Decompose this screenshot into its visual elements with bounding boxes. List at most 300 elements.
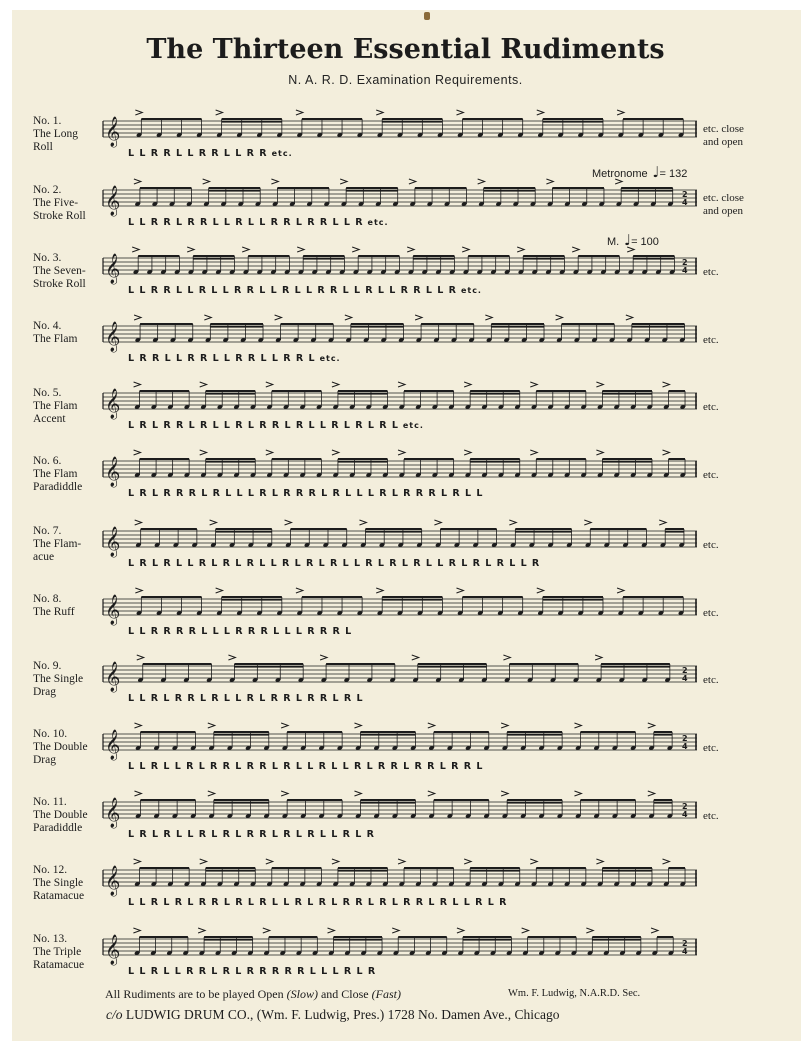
rudiment-label: [33, 252, 113, 291]
note-beam-secondary: [592, 939, 641, 941]
note-beam: [509, 663, 578, 665]
sticking-etc: etc.: [460, 286, 482, 295]
note-beam: [140, 867, 190, 869]
sticking-etc: etc.: [271, 149, 293, 158]
etc-note-line: etc. close: [703, 123, 744, 135]
note-beam-secondary: [484, 190, 536, 192]
clef-symbol: 𝄞: [105, 798, 121, 828]
sticking-line: [128, 285, 482, 296]
note-beam: [623, 118, 683, 120]
rudiment-label-line: No. 13.: [33, 933, 68, 945]
note-beam: [287, 799, 342, 801]
note-beam: [269, 936, 318, 938]
tempo-marking: [592, 163, 687, 181]
etc-note: [703, 742, 719, 755]
etc-note-line: and open: [703, 136, 744, 148]
note-beam-secondary: [654, 734, 672, 736]
clef-symbol: 𝄞: [105, 389, 121, 419]
note-beam-secondary: [222, 599, 282, 601]
sticking-letters: L R L R L L R L R L R R L R L R L L R L R: [128, 829, 375, 840]
rudiment-label-line: No. 6.: [33, 455, 62, 467]
note-beam: [338, 390, 388, 392]
note-beam: [193, 255, 234, 257]
etc-note-line: etc.: [703, 674, 719, 686]
note-beam: [140, 323, 193, 325]
note-beam: [143, 663, 212, 665]
etc-note-line: and open: [703, 205, 744, 217]
tempo-prefix: M.: [607, 236, 620, 248]
time-signature-bottom: 4: [682, 266, 688, 275]
clef-symbol: 𝄞: [105, 662, 121, 692]
note-beam: [415, 187, 467, 189]
rudiment-label: [33, 320, 113, 346]
rudiment-label-line: The Long: [33, 128, 79, 140]
sticking-etc: etc.: [367, 218, 389, 227]
rudiment-label: [33, 660, 113, 699]
sticking-line: [128, 353, 341, 364]
note-beam: [141, 528, 197, 530]
time-signature-bottom: 4: [682, 810, 688, 819]
clef-symbol: 𝄞: [105, 730, 121, 760]
note-beam-secondary: [206, 393, 256, 395]
note-beam: [338, 458, 388, 460]
tack-mark: [424, 12, 430, 20]
note-beam: [272, 390, 322, 392]
rudiment-label-line: No. 9.: [33, 660, 62, 672]
note-beam: [507, 799, 562, 801]
sticking-letters: L R L R R L R L L R L R R L R L L R L R L R L: [128, 420, 399, 431]
note-beam: [216, 528, 272, 530]
note-beam-secondary: [365, 531, 421, 533]
rudiment-label-line: The Triple: [33, 946, 82, 958]
note-beam: [302, 118, 362, 120]
note-beam: [140, 731, 195, 733]
note-beam-secondary: [491, 326, 544, 328]
note-beam: [209, 187, 261, 189]
note-beam: [536, 390, 586, 392]
etc-note-line: etc.: [703, 334, 719, 346]
rudiment-label-line: No. 4.: [33, 320, 62, 332]
note-beam-secondary: [543, 599, 603, 601]
etc-note: [703, 607, 719, 620]
note-beam: [360, 731, 415, 733]
sticking-letters: L R L R L L R L R L R L L R L R L R L L R L R L R L L R L R L R L L R: [128, 558, 541, 569]
rudiment-label-line: The Single: [33, 673, 84, 685]
note-beam: [669, 867, 686, 869]
footer-note-slow: (Slow): [286, 987, 318, 1001]
note-beam-secondary: [222, 121, 282, 123]
note-beam: [602, 458, 652, 460]
sticking-line: [128, 558, 540, 569]
etc-note-line: etc.: [703, 539, 719, 551]
note-beam-secondary: [601, 666, 670, 668]
note-beam: [434, 799, 489, 801]
etc-note-line: etc.: [703, 607, 719, 619]
note-beam: [413, 255, 454, 257]
note-beam: [222, 596, 282, 598]
quarter-note-icon: ♩: [647, 163, 660, 181]
clef-symbol: 𝄞: [105, 117, 121, 147]
note-beam: [140, 799, 195, 801]
etc-note: [703, 192, 744, 218]
note-beam: [421, 323, 474, 325]
note-beam: [404, 458, 454, 460]
note-beam: [303, 255, 344, 257]
note-beam: [404, 867, 454, 869]
note-beam: [418, 663, 487, 665]
etc-note-line: etc.: [703, 742, 719, 754]
sticking-letters: L R R L L R R L L R R L L R R L: [128, 353, 316, 364]
note-beam: [491, 323, 544, 325]
note-beam: [536, 458, 586, 460]
note-beam-secondary: [665, 531, 684, 533]
note-beam-secondary: [303, 258, 344, 260]
note-beam: [346, 187, 398, 189]
rudiment-label-line: The Double: [33, 809, 88, 821]
note-beam: [632, 323, 685, 325]
note-beam: [507, 731, 562, 733]
note-beam: [277, 187, 329, 189]
note-beam: [210, 323, 263, 325]
etc-note-line: etc.: [703, 401, 719, 413]
note-beam-secondary: [621, 190, 673, 192]
note-beam: [462, 118, 522, 120]
rudiment-label-line: Roll: [33, 141, 53, 153]
rudiment-label-line: The Flam: [33, 333, 78, 345]
footer-note-a: All Rudiments are to be played Open: [105, 987, 287, 1001]
sticking-line: [128, 488, 483, 499]
note-beam-secondary: [338, 393, 388, 395]
rudiment-label-line: No. 12.: [33, 864, 68, 876]
time-signature-bottom: 4: [682, 674, 688, 683]
note-beam-secondary: [633, 258, 674, 260]
sticking-line: [128, 693, 364, 704]
note-beam: [302, 596, 362, 598]
note-beam: [623, 596, 683, 598]
note-beam: [222, 118, 282, 120]
note-beam: [484, 187, 536, 189]
rudiment-label-line: The Five-: [33, 197, 79, 209]
note-beam: [206, 867, 256, 869]
note-beam: [543, 118, 603, 120]
note-beam: [580, 799, 635, 801]
time-signature-bottom: 4: [682, 742, 688, 751]
note-beam: [523, 255, 564, 257]
etc-note: [703, 123, 744, 149]
note-beam: [138, 255, 179, 257]
note-beam-secondary: [463, 939, 512, 941]
note-beam: [462, 596, 522, 598]
time-signature-top: 2: [682, 258, 688, 267]
note-beam-secondary: [470, 870, 520, 872]
note-beam: [326, 663, 395, 665]
footer-note-b: and Close: [317, 987, 372, 1001]
time-signature-bottom: 4: [682, 947, 688, 956]
rudiment-label-line: The Double: [33, 741, 88, 753]
note-beam: [338, 867, 388, 869]
rudiment-label: [33, 796, 113, 835]
rudiment-label-line: No. 10.: [33, 728, 68, 740]
note-beam: [654, 799, 672, 801]
sticking-letters: L L R L L R R L R L R R R R R L L L R L R: [128, 966, 377, 977]
rudiment-label-line: No. 2.: [33, 184, 62, 196]
sticking-line: [128, 420, 424, 431]
note-beam: [140, 187, 192, 189]
rudiment-label-line: Paradiddle: [33, 481, 83, 493]
clef-symbol: 𝄞: [105, 595, 121, 625]
etc-note: [703, 810, 719, 823]
rudiment-label-line: No. 3.: [33, 252, 62, 264]
note-beam-secondary: [334, 939, 383, 941]
footer-note: [105, 987, 401, 1002]
note-beam: [470, 390, 520, 392]
note-beam-secondary: [214, 734, 269, 736]
note-beam-secondary: [204, 939, 253, 941]
note-beam: [578, 255, 619, 257]
note-beam: [141, 118, 201, 120]
rudiment-label-line: No. 11.: [33, 796, 67, 808]
note-beam: [281, 323, 334, 325]
rudiment-label: [33, 933, 113, 972]
note-beam-secondary: [338, 461, 388, 463]
rudiment-label-line: acue: [33, 551, 55, 563]
note-beam: [360, 799, 415, 801]
rudiment-label-line: No. 1.: [33, 115, 62, 127]
note-beam-secondary: [632, 326, 685, 328]
sticking-etc: etc.: [319, 354, 341, 363]
note-beam-secondary: [507, 802, 562, 804]
rudiment-label: [33, 387, 113, 426]
note-beam-secondary: [515, 531, 571, 533]
note-beam: [669, 390, 686, 392]
time-signature-top: 2: [682, 666, 688, 675]
rudiment-label-line: Ratamacue: [33, 890, 85, 902]
sticking-letters: L L R R L L R L L R R L L R L L R R L L R L L R R L L R: [128, 285, 457, 296]
rudiment-label: [33, 115, 113, 154]
clef-symbol: 𝄞: [105, 322, 121, 352]
note-beam: [214, 731, 269, 733]
sticking-letters: L L R L L R L R R L R R L R L L R L L R L R R L R R L R R L: [128, 761, 484, 772]
time-signature-top: 2: [682, 190, 688, 199]
sticking-letters: L L R L R R L R L L R L R R L R R L R L: [128, 693, 364, 704]
note-beam: [602, 390, 652, 392]
note-beam: [291, 528, 347, 530]
note-beam: [536, 867, 586, 869]
note-beam: [398, 936, 447, 938]
note-beam-secondary: [382, 121, 442, 123]
rudiment-label: [33, 593, 113, 619]
note-beam: [272, 458, 322, 460]
note-beam: [562, 323, 615, 325]
note-beam-secondary: [234, 666, 303, 668]
note-beam: [206, 458, 256, 460]
note-beam-secondary: [346, 190, 398, 192]
tempo-prefix: Metronome: [592, 168, 648, 180]
tempo-value: = 132: [659, 168, 688, 180]
note-beam-secondary: [602, 461, 652, 463]
footer-address-co: c/o: [106, 1007, 123, 1022]
time-signature-top: 2: [682, 802, 688, 811]
sticking-letters: L L R R R R L L L R R R L L L R R R L: [128, 626, 353, 637]
sticking-line: [128, 829, 375, 840]
note-beam: [657, 936, 673, 938]
note-beam: [654, 731, 672, 733]
clef-symbol: 𝄞: [105, 935, 121, 965]
rudiment-label: [33, 455, 113, 494]
rudiment-label-line: No. 5.: [33, 387, 62, 399]
note-beam-secondary: [602, 393, 652, 395]
rudiment-label-line: Paradiddle: [33, 822, 83, 834]
sticking-line: [128, 966, 376, 977]
note-beam-secondary: [209, 190, 261, 192]
note-beam-secondary: [543, 121, 603, 123]
note-beam-secondary: [210, 326, 263, 328]
note-beam: [468, 255, 509, 257]
note-beam-secondary: [470, 461, 520, 463]
note-beam: [580, 731, 635, 733]
note-beam: [528, 936, 577, 938]
note-beam: [592, 936, 641, 938]
rudiment-label-line: Stroke Roll: [33, 210, 86, 222]
clef-symbol: 𝄞: [105, 866, 121, 896]
clef-symbol: 𝄞: [105, 457, 121, 487]
rudiment-label-line: No. 7.: [33, 525, 62, 537]
rudiment-label-line: Drag: [33, 754, 56, 766]
note-beam-secondary: [418, 666, 487, 668]
sticking-line: [128, 148, 293, 159]
note-beam: [140, 458, 190, 460]
sticking-etc: etc.: [402, 421, 424, 430]
note-beam: [234, 663, 303, 665]
note-beam-secondary: [338, 870, 388, 872]
rudiment-label-line: The Flam: [33, 468, 78, 480]
note-beam-secondary: [602, 870, 652, 872]
note-beam: [515, 528, 571, 530]
note-beam-secondary: [654, 802, 672, 804]
note-beam: [351, 323, 404, 325]
etc-note: [703, 334, 719, 347]
etc-note-line: etc.: [703, 469, 719, 481]
note-beam: [248, 255, 289, 257]
note-beam-secondary: [382, 599, 442, 601]
time-signature-bottom: 4: [682, 198, 688, 207]
note-beam: [358, 255, 399, 257]
rudiment-label-line: Accent: [33, 413, 66, 425]
etc-note: [703, 401, 719, 414]
note-beam: [334, 936, 383, 938]
note-beam: [214, 799, 269, 801]
rudiment-label: [33, 728, 113, 767]
etc-note: [703, 674, 719, 687]
rudiment-label-line: The Flam-: [33, 538, 82, 550]
note-beam: [287, 731, 342, 733]
sticking-line: [128, 626, 352, 637]
rudiment-label-line: No. 8.: [33, 593, 62, 605]
note-beam: [543, 596, 603, 598]
page-title: The Thirteen Essential Rudiments: [146, 34, 665, 65]
etc-note: [703, 539, 719, 552]
sticking-line: [128, 217, 389, 228]
note-beam-secondary: [360, 734, 415, 736]
clef-symbol: 𝄞: [105, 186, 121, 216]
note-beam-secondary: [214, 802, 269, 804]
note-beam: [434, 731, 489, 733]
note-beam-secondary: [360, 802, 415, 804]
rudiment-label-line: Drag: [33, 686, 56, 698]
etc-note-line: etc.: [703, 266, 719, 278]
note-beam-secondary: [216, 531, 272, 533]
rudiment-label: [33, 864, 113, 903]
rudiment-label: [33, 525, 113, 564]
rudiment-label-line: The Single: [33, 877, 84, 889]
rudiment-label: [33, 184, 113, 223]
note-beam: [440, 528, 496, 530]
note-beam: [601, 663, 670, 665]
note-beam-secondary: [351, 326, 404, 328]
clef-symbol: 𝄞: [105, 527, 121, 557]
note-beam-secondary: [206, 870, 256, 872]
time-signature-top: 2: [682, 734, 688, 743]
footer-signature: Wm. F. Ludwig, N.A.R.D. Sec.: [508, 988, 641, 999]
etc-note: [703, 266, 719, 279]
note-beam-secondary: [470, 393, 520, 395]
note-beam: [139, 936, 188, 938]
footer-address: [106, 1007, 560, 1023]
tempo-marking: [607, 231, 659, 249]
note-beam: [204, 936, 253, 938]
note-beam: [365, 528, 421, 530]
note-beam: [272, 867, 322, 869]
footer-address-text: LUDWIG DRUM CO., (Wm. F. Ludwig, Pres.) 1728 No. Damen Ave., Chicago: [122, 1007, 560, 1022]
sticking-letters: L L R R L R R L L R L L R R L R R L L R: [128, 217, 364, 228]
sticking-letters: L L R L R L R R L R L R L L R L R L R R L R L R R L R L L R L R: [128, 897, 508, 908]
rudiment-label-line: Stroke Roll: [33, 278, 86, 290]
note-beam: [141, 596, 201, 598]
note-beam: [470, 867, 520, 869]
note-beam: [633, 255, 674, 257]
tempo-value: = 100: [631, 236, 659, 248]
time-signature-top: 2: [682, 939, 688, 948]
note-beam: [206, 390, 256, 392]
note-beam: [590, 528, 646, 530]
note-beam: [621, 187, 673, 189]
note-beam-secondary: [413, 258, 454, 260]
page-subtitle: N. A. R. D. Examination Requirements.: [288, 73, 523, 87]
etc-note: [703, 469, 719, 482]
note-beam: [669, 458, 686, 460]
note-beam: [140, 390, 190, 392]
note-beam: [665, 528, 684, 530]
note-beam-secondary: [206, 461, 256, 463]
note-beam-secondary: [523, 258, 564, 260]
note-beam: [404, 390, 454, 392]
etc-note-line: etc.: [703, 810, 719, 822]
sticking-letters: L L R R L L R R L L R R: [128, 148, 268, 159]
rudiment-label-line: The Seven-: [33, 265, 86, 277]
rudiment-label-line: The Flam: [33, 400, 78, 412]
note-beam: [470, 458, 520, 460]
note-beam-secondary: [507, 734, 562, 736]
note-beam: [552, 187, 604, 189]
note-beam: [463, 936, 512, 938]
etc-note-line: etc. close: [703, 192, 744, 204]
sticking-letters: L R L R R R L R L L L R L R R R L R L L L R L R R R L R L L: [128, 488, 484, 499]
clef-symbol: 𝄞: [105, 254, 121, 284]
note-beam-secondary: [193, 258, 234, 260]
rudiment-label-line: Ratamacue: [33, 959, 85, 971]
sticking-line: [128, 761, 483, 772]
note-beam: [602, 867, 652, 869]
